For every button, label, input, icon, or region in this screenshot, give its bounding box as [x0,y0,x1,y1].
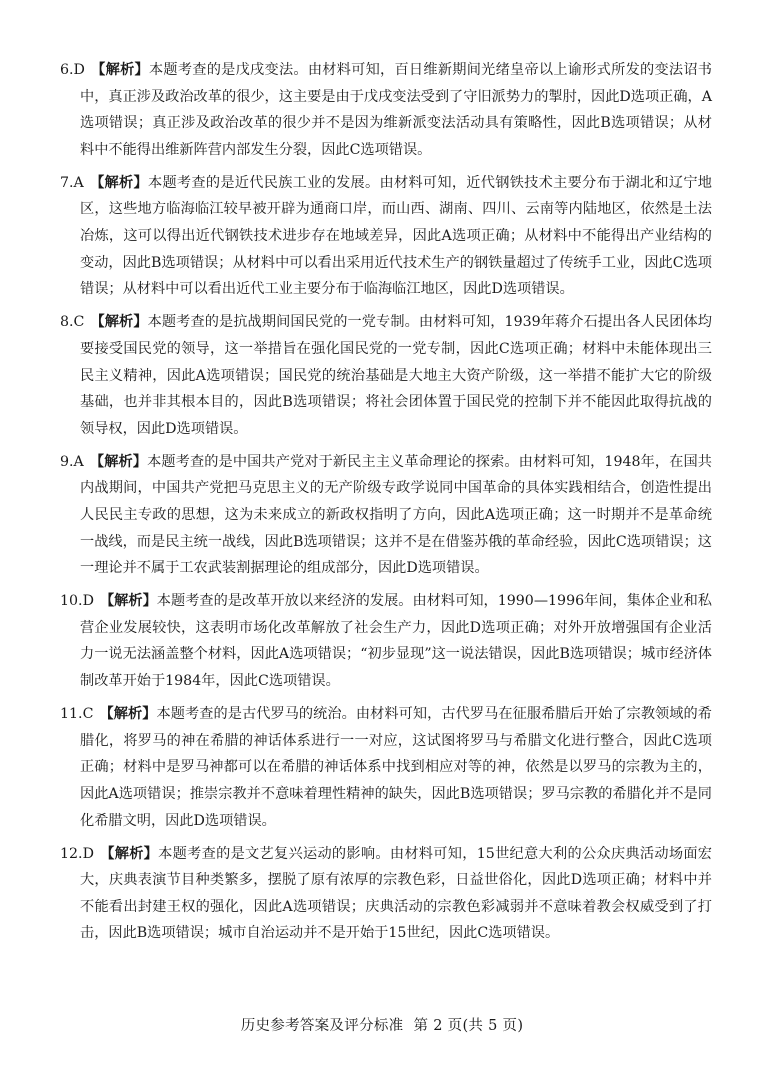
item-number: 11. [60,706,83,723]
item-number: 12. [60,845,83,862]
page-footer [0,1014,764,1035]
analysis-tag: 【解析】 [90,314,148,331]
analysis-tag: 【解析】 [89,174,148,191]
answer-list [60,57,712,954]
item-number: 7. [60,174,74,191]
analysis-text: 本题考查的是抗战期间国民党的一党专制。由材料可知，1939年蒋介石提出各人民团体均要接受国民党的领导，这一举措旨在强化国民党的一党专制，因此C选项正确；材料中未能体现出三民主义精神，因此A选项错误；国民党的统治基础是大地主大资产阶级，这一举措不能扩大它的阶级基础，也并非其根本目的，因此B选项错误；将社会团体置于国民党的控制下并不能因此取得抗战的领导权，因此D选项错误。 [80,314,712,437]
answer-item-6 [60,57,712,163]
answer-item-11 [60,701,712,834]
footer-title: 历史参考答案及评分标准 [240,1018,404,1034]
item-number: 9. [60,453,74,470]
item-number: 10. [60,593,83,610]
analysis-text: 本题考查的是古代罗马的统治。由材料可知，古代罗马在征服希腊后开始了宗教领域的希腊化，将罗马的神在希腊的神话体系进行一一对应，这试图将罗马与希腊文化进行整合，因此C选项正确；材料中是罗马神都可以在希腊的神话体系中找到相应对等的神，依然是以罗马的宗教为主的，因此A选项错误；推崇宗教并不意味着理性精神的缺失，因此B选项错误；罗马宗教的希腊化并不是同化希腊文明，因此D选项错误。 [80,706,712,829]
item-number: 8. [60,314,74,331]
item-answer: D [73,62,85,78]
analysis-text: 本题考查的是文艺复兴运动的影响。由材料可知，15世纪意大利的公众庆典活动场面宏大，庆典表演节目种类繁多，摆脱了原有浓厚的宗教色彩，日益世俗化，因此D选项正确；材料中并不能看出封建王权的强化，因此A选项错误；庆典活动的宗教色彩减弱并不意味着教会权威受到了打击，因此B选项错误；城市自治运动并不是开始于15世纪，因此C选项错误。 [80,845,712,942]
analysis-text: 本题考查的是改革开放以来经济的发展。由材料可知，1990—1996年间，集体企业和私营企业发展较快，这表明市场化改革解放了社会生产力，因此D选项正确；对外开放增强国有企业活力一说无法涵盖整个材料，因此A选项错误；“初步显现”这一说法错误，因此B选项错误；城市经济体制改革开始于1984年，因此C选项错误。 [80,593,712,690]
item-answer: D [82,845,94,862]
answer-item-8 [60,309,712,442]
item-answer: C [82,706,94,723]
analysis-tag: 【解析】 [89,453,148,470]
answer-item-12 [60,841,712,947]
analysis-tag: 【解析】 [99,845,159,862]
analysis-text: 本题考查的是戊戌变法。由材料可知，百日维新期间光绪皇帝以上谕形式所发的变法诏书中，真正涉及政治改革的很少，这主要是由于戊戌变法受到了守旧派势力的掣肘，因此D选项正确，A选项错误；真正涉及政治改革的很少并不是因为维新派变法活动具有策略性，因此B选项错误；从材料中不能得出维新阵营内部发生分裂，因此C选项错误。 [80,62,712,158]
page-number: 第 2 页(共 5 页) [413,1018,524,1034]
analysis-text: 本题考查的是近代民族工业的发展。由材料可知，近代钢铁技术主要分布于湖北和辽宁地区，这些地方临海临江较早被开辟为通商口岸，而山西、湖南、四川、云南等内陆地区，依然是土法冶炼，这可以得出近代钢铁技术进步存在地域差异，因此A选项正确；从材料中不能得出产业结构的变动，因此B选项错误；从材料中可以看出采用近代技术生产的钢铁量超过了传统手工业，因此C选项错误；从材料中可以看出近代工业主要分布于临海临江地区，因此D选项错误。 [80,174,712,298]
item-answer: D [82,593,94,610]
item-answer: A [73,174,84,191]
answer-item-7 [60,170,712,303]
analysis-tag: 【解析】 [99,706,157,723]
analysis-text: 本题考查的是中国共产党对于新民主主义革命理论的探索。由材料可知，1948年，在国共内战期间，中国共产党把马克思主义的无产阶级专政学说同中国革命的具体实践相结合，创造性提出人民民主专政的思想，这为未来成立的新政权指明了方向，因此A选项正确；这一时期并不是革命统一战线，而是民主统一战线，因此B选项错误；这并不是在借鉴苏俄的革命经验，因此C选项错误；这一理论并不属于工农武装割据理论的组成部分，因此D选项错误。 [80,453,712,577]
item-answer: C [73,314,85,331]
answer-item-10 [60,588,712,694]
analysis-tag: 【解析】 [99,593,157,610]
item-number: 6. [60,62,74,78]
analysis-tag: 【解析】 [90,62,149,78]
item-answer: A [73,453,84,470]
answer-item-9 [60,449,712,582]
